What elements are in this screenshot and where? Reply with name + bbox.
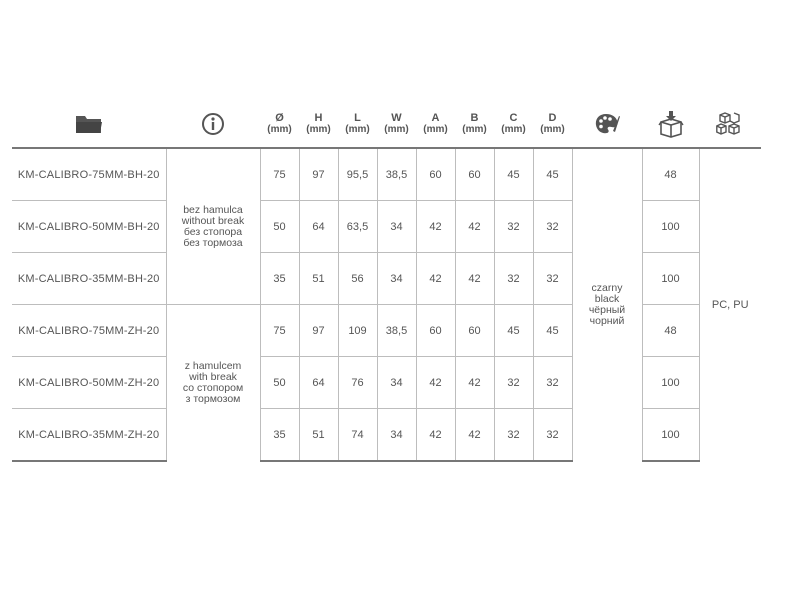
dim-header-b: B (mm) <box>462 112 487 135</box>
a-value: 42 <box>416 253 455 305</box>
product-code: KM-CALIBRO-35MM-ZH-20 <box>12 409 166 462</box>
h-value: 51 <box>299 253 338 305</box>
b-value: 42 <box>455 253 494 305</box>
table-row <box>12 357 761 409</box>
d-value: 32 <box>533 253 572 305</box>
group-description-no-brake: bez hamulca without break без стопора без тормоза <box>166 148 260 305</box>
c-value: 32 <box>494 357 533 409</box>
l-value: 56 <box>338 253 377 305</box>
product-code: KM-CALIBRO-75MM-BH-20 <box>12 148 166 201</box>
l-value: 95,5 <box>338 148 377 201</box>
cubes-icon <box>699 100 761 148</box>
material: PC, PU <box>699 148 761 461</box>
product-code: KM-CALIBRO-50MM-BH-20 <box>12 201 166 253</box>
d-value: 32 <box>533 201 572 253</box>
a-value: 42 <box>416 409 455 462</box>
info-icon <box>166 100 260 148</box>
spec-table <box>12 147 761 462</box>
b-value: 42 <box>455 409 494 462</box>
table-row <box>12 409 761 462</box>
w-value: 34 <box>377 201 416 253</box>
d-value: 45 <box>533 305 572 357</box>
dim-header-w: W (mm) <box>384 112 409 135</box>
h-value: 64 <box>299 357 338 409</box>
diameter-value: 50 <box>260 201 299 253</box>
pack-quantity: 100 <box>642 409 699 462</box>
c-value: 45 <box>494 305 533 357</box>
w-value: 38,5 <box>377 305 416 357</box>
h-value: 97 <box>299 148 338 201</box>
folder-icon <box>12 100 166 148</box>
w-value: 34 <box>377 409 416 462</box>
table-row <box>12 148 761 201</box>
c-value: 45 <box>494 148 533 201</box>
l-value: 76 <box>338 357 377 409</box>
d-value: 45 <box>533 148 572 201</box>
a-value: 42 <box>416 357 455 409</box>
dim-header-a: A (mm) <box>423 112 448 135</box>
table-row <box>12 253 761 305</box>
diameter-value: 35 <box>260 409 299 462</box>
a-value: 42 <box>416 201 455 253</box>
dim-header-c: C (mm) <box>501 112 526 135</box>
l-value: 63,5 <box>338 201 377 253</box>
dim-header-l: L (mm) <box>345 112 370 135</box>
b-value: 60 <box>455 305 494 357</box>
d-value: 32 <box>533 357 572 409</box>
diameter-value: 50 <box>260 357 299 409</box>
diameter-value: 75 <box>260 305 299 357</box>
b-value: 42 <box>455 357 494 409</box>
palette-icon <box>572 100 642 148</box>
b-value: 42 <box>455 201 494 253</box>
pack-quantity: 100 <box>642 357 699 409</box>
group-description-with-brake: z hamulcem with break со стопором з тормозом <box>166 305 260 462</box>
a-value: 60 <box>416 305 455 357</box>
pack-quantity: 48 <box>642 305 699 357</box>
c-value: 32 <box>494 409 533 462</box>
h-value: 97 <box>299 305 338 357</box>
diameter-value: 75 <box>260 148 299 201</box>
a-value: 60 <box>416 148 455 201</box>
product-code: KM-CALIBRO-75MM-ZH-20 <box>12 305 166 357</box>
dim-header-diameter: Ø (mm) <box>267 112 292 135</box>
table-row <box>12 201 761 253</box>
w-value: 34 <box>377 253 416 305</box>
product-code: KM-CALIBRO-35MM-BH-20 <box>12 253 166 305</box>
product-code: KM-CALIBRO-50MM-ZH-20 <box>12 357 166 409</box>
table-header <box>12 100 761 148</box>
h-value: 64 <box>299 201 338 253</box>
diameter-value: 35 <box>260 253 299 305</box>
l-value: 109 <box>338 305 377 357</box>
color-description: czarny black чёрный чорний <box>572 148 642 461</box>
b-value: 60 <box>455 148 494 201</box>
w-value: 34 <box>377 357 416 409</box>
table-row <box>12 305 761 357</box>
d-value: 32 <box>533 409 572 462</box>
h-value: 51 <box>299 409 338 462</box>
dim-header-d: D (mm) <box>540 112 565 135</box>
c-value: 32 <box>494 201 533 253</box>
dim-header-h: H (mm) <box>306 112 331 135</box>
pack-quantity: 48 <box>642 148 699 201</box>
pack-quantity: 100 <box>642 253 699 305</box>
l-value: 74 <box>338 409 377 462</box>
box-down-icon <box>642 100 699 148</box>
c-value: 32 <box>494 253 533 305</box>
w-value: 38,5 <box>377 148 416 201</box>
pack-quantity: 100 <box>642 201 699 253</box>
